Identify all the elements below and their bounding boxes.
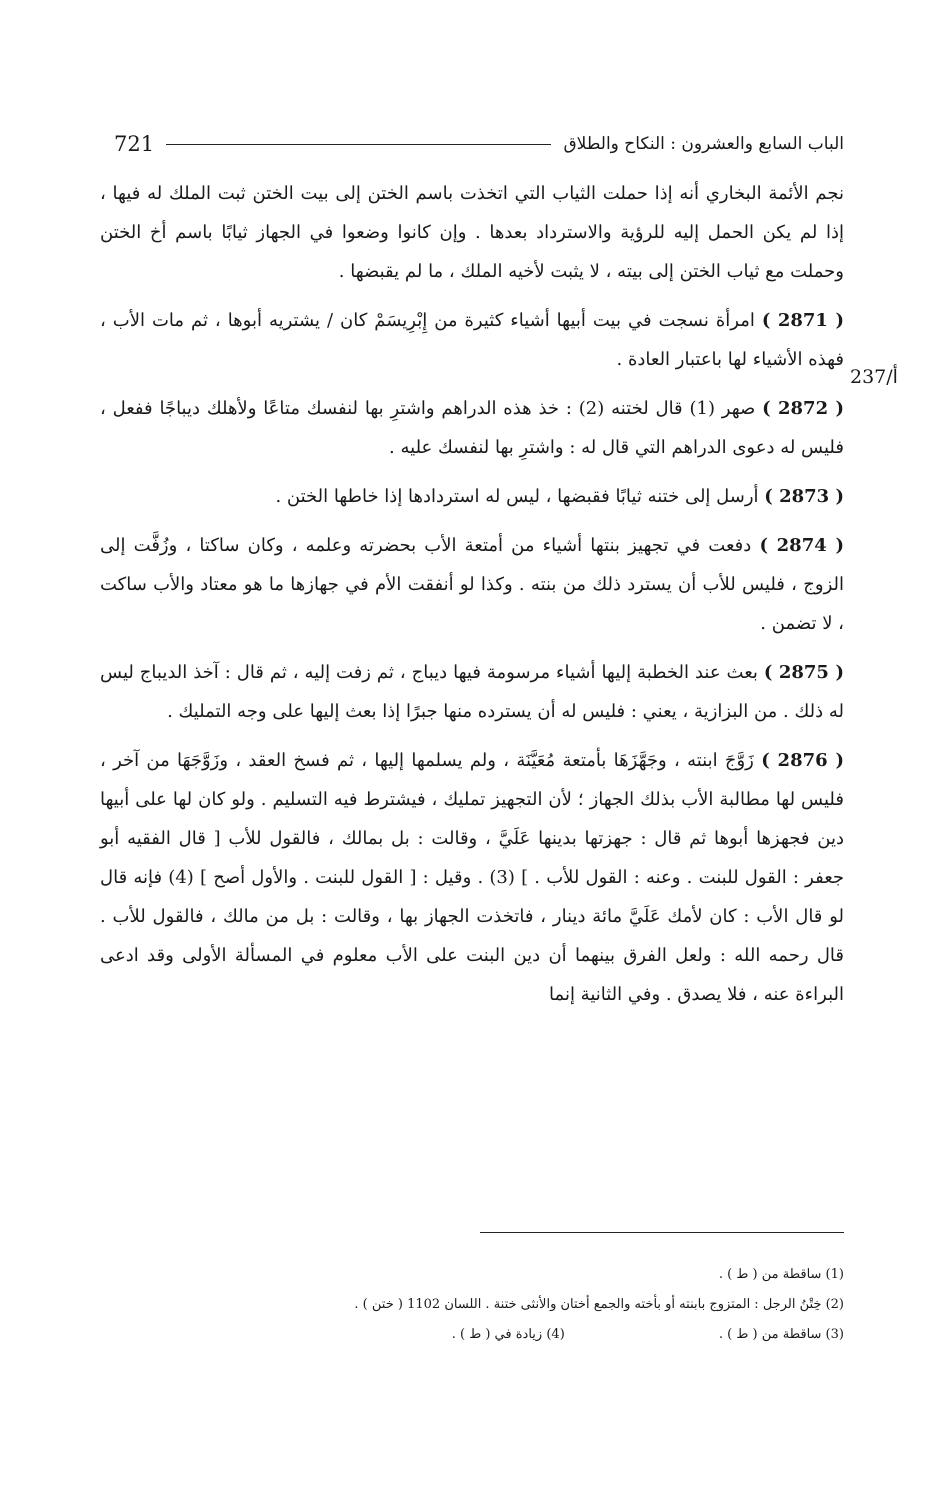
paragraph-text: بعث عند الخطبة إليها أشياء مرسومة فيها ديباج ، ثم زفت إليه ، ثم قال : آخذ الديباج ليس له ذلك . من البزازية ، يعني : فليس له أن يسترده منها جبرًا إذا بعث إليها على وجه التمليك .: [100, 662, 844, 722]
page-header: [100, 124, 844, 164]
issue-number: ( 2873 ): [764, 486, 844, 507]
main-text: [100, 174, 844, 1024]
paragraph-text: زَوَّجَ ابنته ، وجَهَّزَهَا بأمتعة مُعَيَّنَة ، ولم يسلمها إليها ، ثم فسخ العقد ، وزَوَّجَهَا من آخر ، فليس لها مطالبة الأب بذلك الجهاز ؛ لأن التجهيز تمليك ، فيشترط فيه التسليم . ولو كان لها على أبيها دين فجهزها أبوها ثم قال : جهزتها بدينها عَلَيَّ ، وقالت : بل بمالك ، فالقول للأب [ قال الفقيه أبو جعفر : القول للبنت . وعنه : القول للأب . ] (3) . وقيل : [ القول للبنت . والأول أصح ] (4) فإنه قال لو قال الأب : كان لأمك عَلَيَّ مائة دينار ، فاتخذت الجهاز بها ، وقالت : بل من مالك ، فالقول للأب . قال رحمه الله : ولعل الفرق بينهما أن دين البنت على الأب معلوم في المسألة الأولى وقد ادعى البراءة عنه ، فلا يصدق . وفي الثانية إنما: [100, 750, 844, 1005]
paragraph-text: أرسل إلى ختنه ثيابًا فقبضها ، ليس له استردادها إذا خاطها الختن .: [275, 486, 759, 507]
issue-number: ( 2874 ): [759, 535, 844, 556]
paragraph-intro: [100, 174, 844, 291]
paragraph-text: نجم الأئمة البخاري أنه إذا حملت الثياب التي اتخذت باسم الختن إلى بيت الختن ثبت الملك له فيها ، إذا لم يكن الحمل إليه للرؤية والاسترداد بعدها . وإن كانوا وضعوا في الجهاز ثيابًا باسم أخ الختن وحملت مع ثياب الختن إلى بيته ، لا يثبت لأخيه الملك ، ما لم يقبضها .: [100, 183, 844, 282]
paragraph-text: امرأة نسجت في بيت أبيها أشياء كثيرة من إِبْرِيسَمْ كان / يشتريه أبوها ، ثم مات الأب ، فهذه الأشياء لها باعتبار العادة .: [100, 310, 844, 370]
paragraph-text: دفعت في تجهيز بنتها أشياء من أمتعة الأب بحضرته وعلمه ، وكان ساكتا ، وزُفَّت إلى الزوج ، فليس للأب أن يسترد ذلك من بنته . وكذا لو أنفقت الأم في جهازها ما هو معتاد والأب ساكت ، لا تضمن .: [100, 535, 844, 634]
issue-number: ( 2875 ): [763, 662, 844, 683]
footnote-2: (2) خِتْنُ الرجل : المتزوج بابنته أو بأخته والجمع أختان والأنثى ختنة . اللسان 1102 ( ختن ) .: [354, 1297, 844, 1312]
header-rule: [166, 144, 551, 145]
paragraph-text: صهر (1) قال لختنه (2) : خذ هذه الدراهم واشترِ بها لنفسك متاعًا ولأهلك ديباجًا ففعل ، فليس له دعوى الدراهم التي قال له : واشترِ بها لنفسك عليه .: [100, 398, 844, 458]
paragraph-2871: [100, 301, 844, 379]
paragraph-2875: [100, 653, 844, 731]
running-title: الباب السابع والعشرون : النكاح والطلاق: [563, 134, 844, 154]
footnote-3: (3) ساقطة من ( ط ) .: [718, 1327, 844, 1342]
issue-number: ( 2871 ): [761, 310, 844, 331]
footnotes: [100, 1260, 844, 1350]
margin-folio-note: 237/أ: [850, 366, 898, 388]
paragraph-2876: [100, 741, 844, 1014]
footnote-1: (1) ساقطة من ( ط ) .: [718, 1267, 844, 1282]
footnote-separator: [480, 1232, 844, 1233]
paragraph-2873: [100, 477, 844, 516]
paragraph-2872: [100, 389, 844, 467]
paragraph-2874: [100, 526, 844, 643]
footnote-4: (4) زيادة في ( ط ) .: [451, 1327, 565, 1342]
issue-number: ( 2876 ): [761, 750, 845, 771]
footnote-row-3-4: [100, 1320, 844, 1350]
page-number: 721: [114, 132, 155, 156]
issue-number: ( 2872 ): [762, 398, 844, 419]
